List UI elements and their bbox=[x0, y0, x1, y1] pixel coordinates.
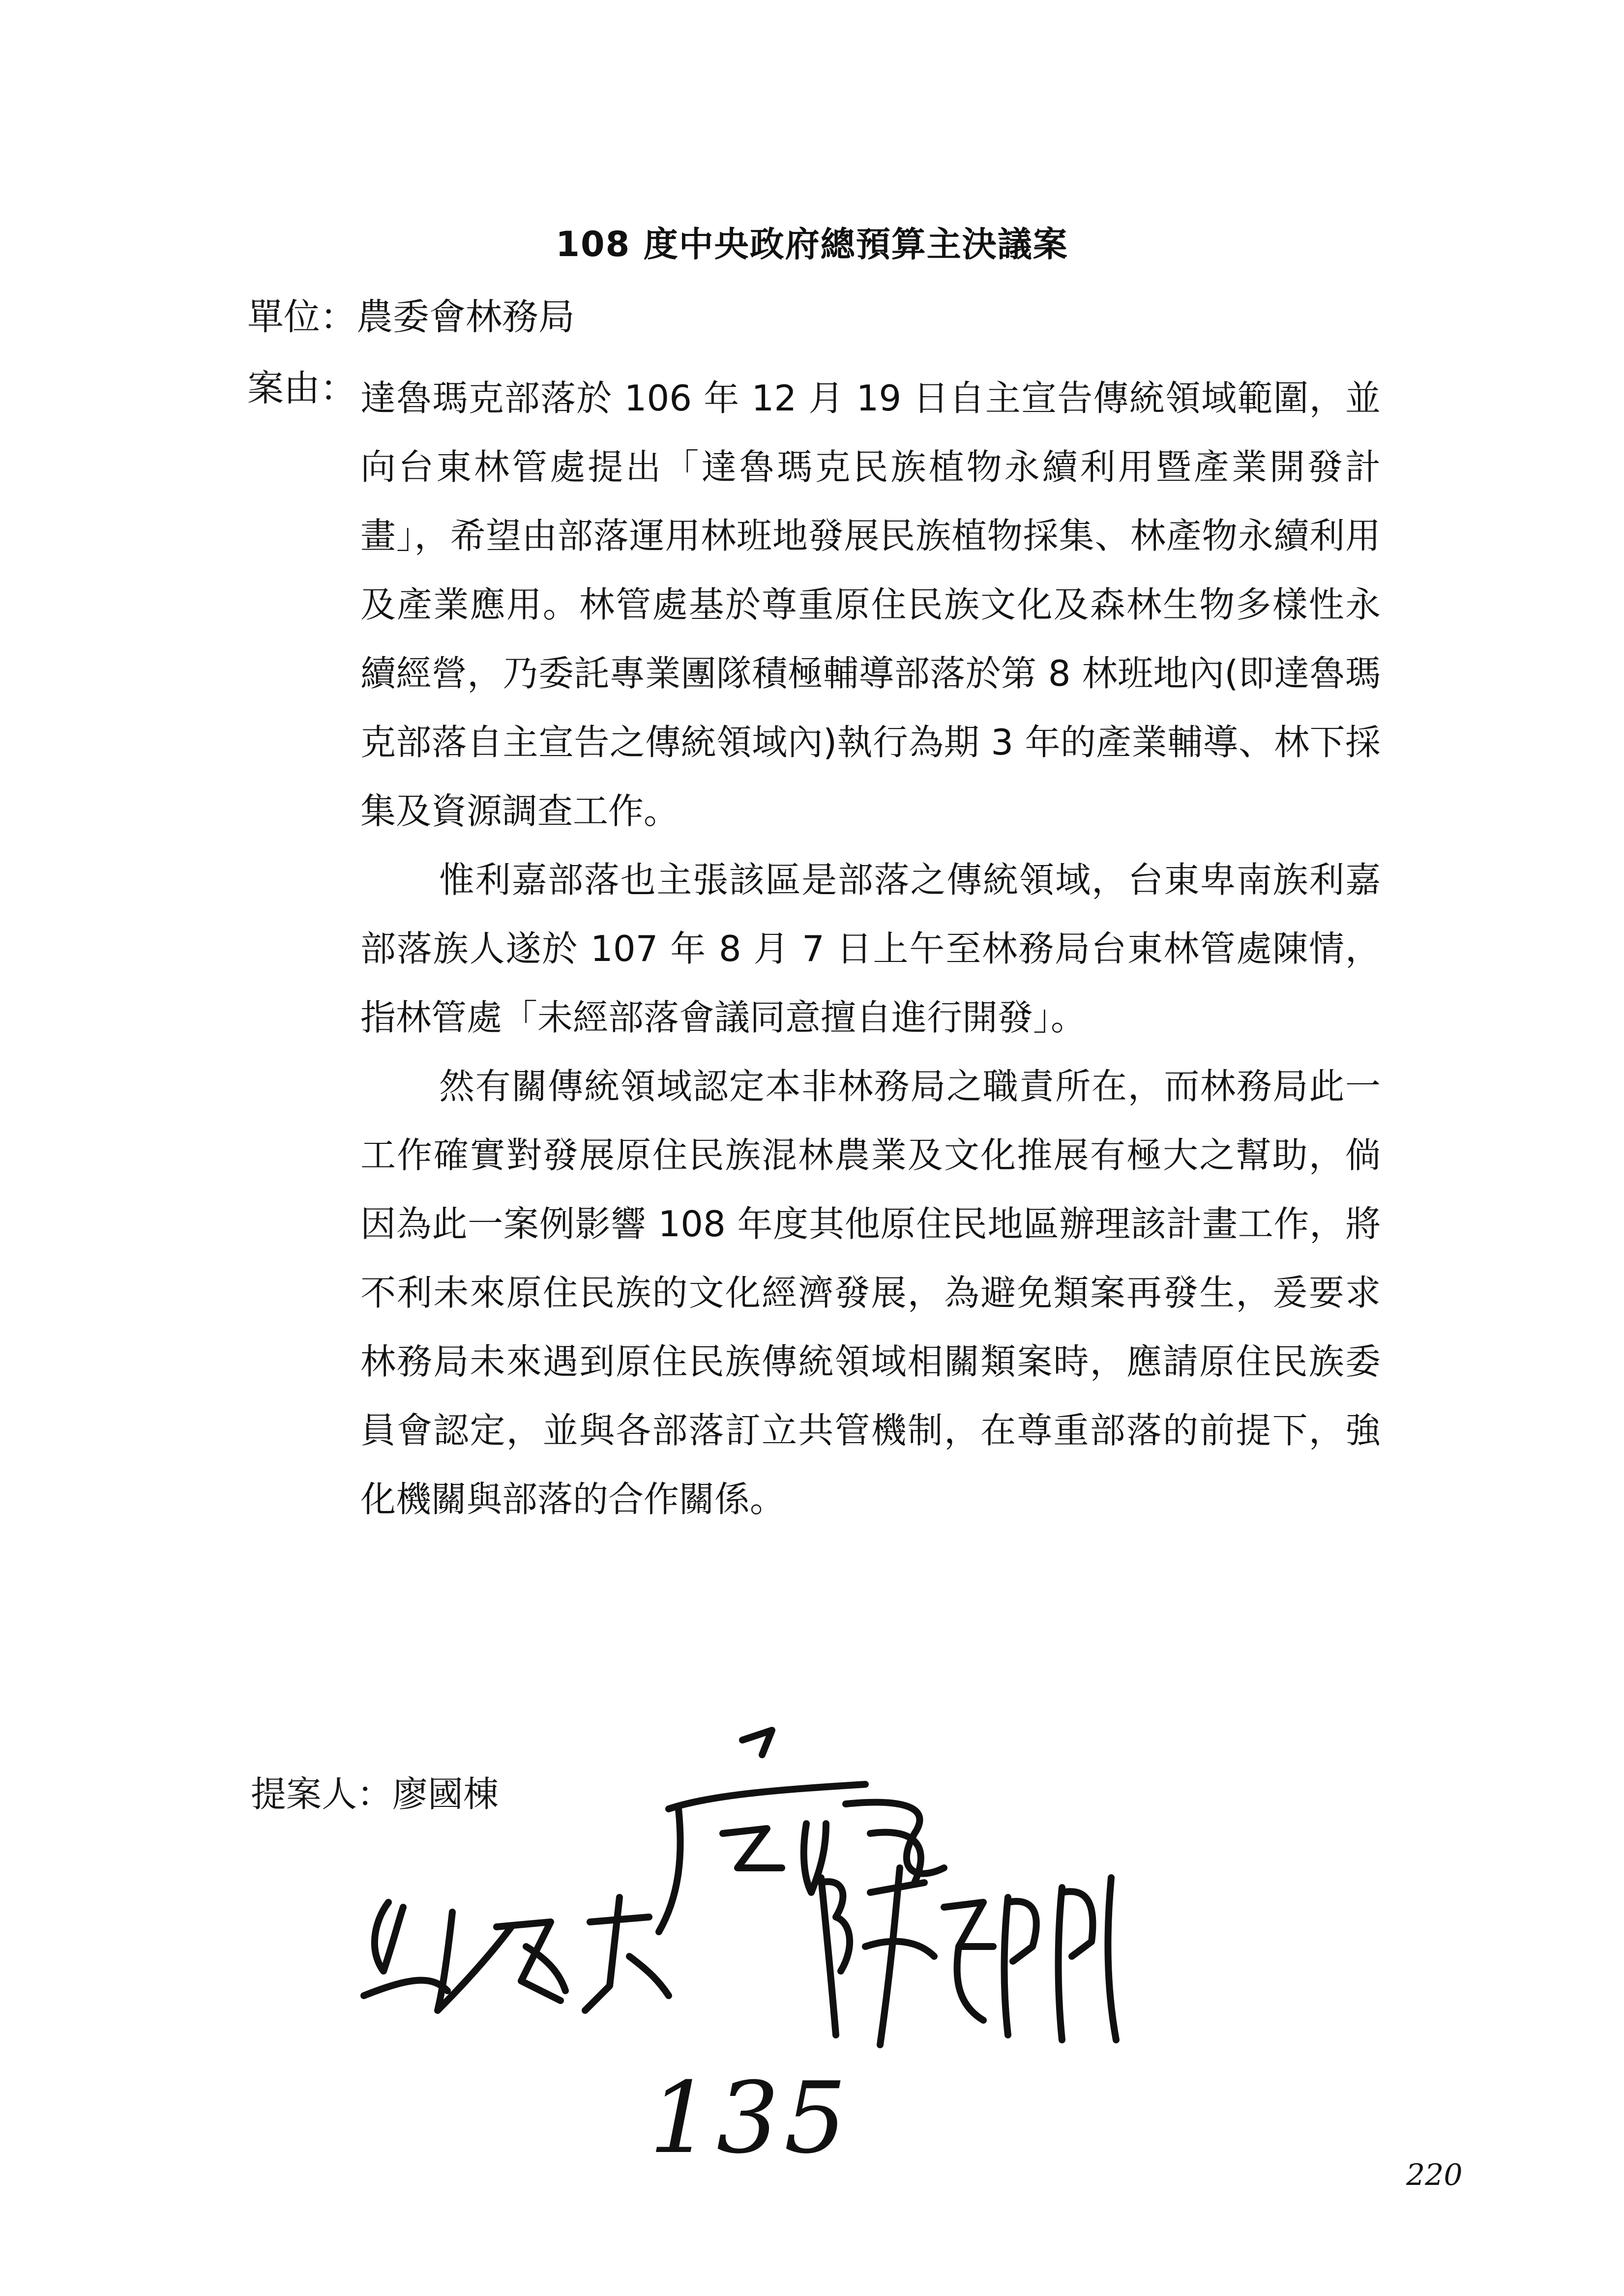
reason-paragraph-1: 達魯瑪克部落於 106 年 12 月 19 日自主宣告傳統領域範圍，並向台東林管處提出「達魯瑪克民族植物永續利用暨產業開發計畫」，希望由部落運用林班地發展民族植物採集、林產物永續利用及產業應用。林管處基於尊重原住民族文化及森林生物多樣性永續經營，乃委託專業團隊積極輔導部落於第 8 林班地內(即達魯瑪克部落自主宣告之傳統領域內)執行為期 3 年的產業輔導、林下採集及資源調查工作。 bbox=[360, 378, 1381, 832]
proposer-label: 提案人： bbox=[251, 1773, 393, 1815]
signature-3 bbox=[797, 1848, 1141, 2060]
reason-paragraph-2: 惟利嘉部落也主張該區是部落之傳統領域，台東卑南族利嘉部落族人遂於 107 年 8 月 7 日上午至林務局台東林管處陳情，指林管處「未經部落會議同意擅自進行開發」。 bbox=[360, 859, 1381, 1038]
unit-row bbox=[247, 292, 575, 342]
reason-paragraph-3: 然有關傳統領域認定本非林務局之職責所在，而林務局此一工作確實對發展原住民族混林農業及文化推展有極大之幫助，倘因為此一案例影響 108 年度其他原住民地區辦理該計畫工作，將不利未來原住民族的文化經濟發展，為避免類案再發生，爰要求林務局未來遇到原住民族傳統領域相關類案時，應請原住民族委員會認定，並與各部落訂立共管機制，在尊重部落的前提下，強化機關與部落的合作關係。 bbox=[360, 1066, 1381, 1520]
unit-label: 單位： bbox=[247, 296, 356, 338]
reason-label: 案由： bbox=[247, 367, 356, 409]
page-number: 135 bbox=[649, 2061, 852, 2176]
proposer-name: 廖國棟 bbox=[392, 1773, 499, 1815]
proposer-line bbox=[251, 1770, 499, 1819]
page-title: 108 度中央政府總預算主決議案 bbox=[556, 224, 1068, 264]
corner-number: 220 bbox=[1406, 2158, 1463, 2192]
signature-2 bbox=[354, 1883, 698, 2030]
unit-value: 農委會林務局 bbox=[356, 296, 575, 338]
reason-body bbox=[360, 364, 1381, 1534]
